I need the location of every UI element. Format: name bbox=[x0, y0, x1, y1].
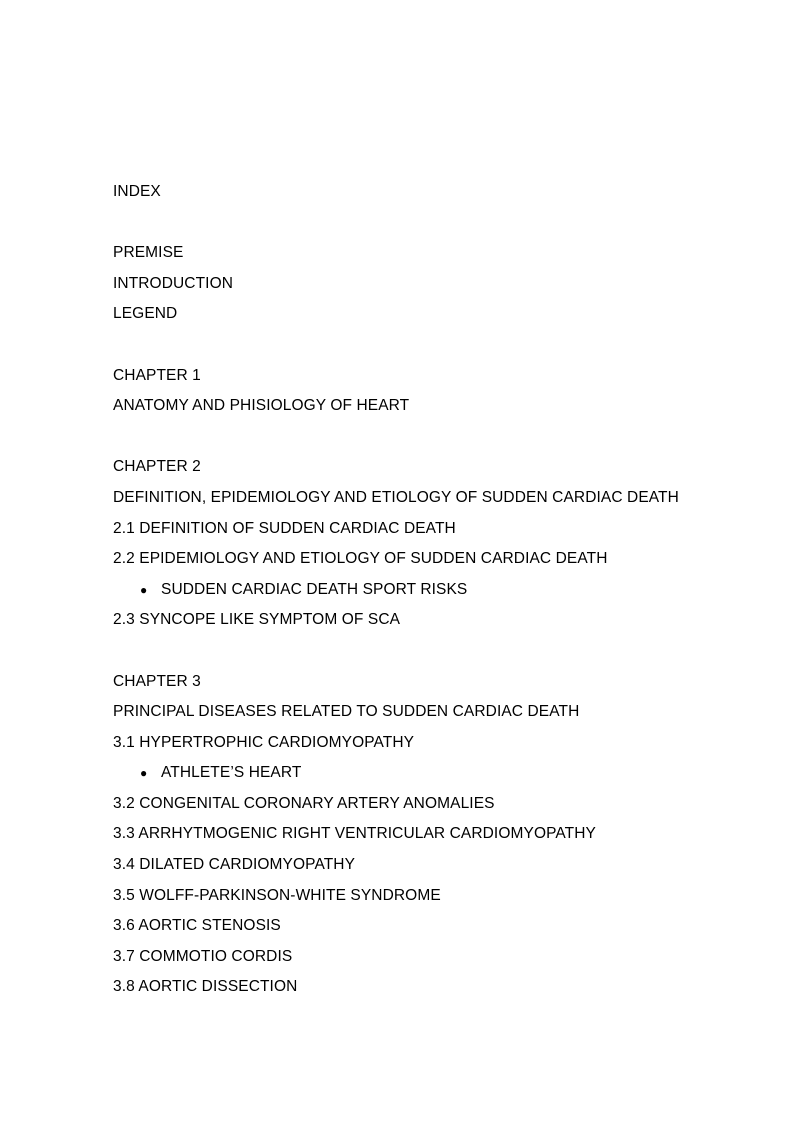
chapter-3-label: CHAPTER 3 bbox=[113, 672, 201, 690]
section-3-3: 3.3 ARRHYTMOGENIC RIGHT VENTRICULAR CARDIOMYOPATHY bbox=[113, 825, 596, 843]
section-3-7: 3.7 COMMOTIO CORDIS bbox=[113, 947, 293, 965]
bullet-icon: ● bbox=[140, 582, 148, 597]
bullet-icon: ● bbox=[140, 766, 148, 781]
section-2-2-bullet-item bbox=[113, 575, 753, 606]
table-of-contents bbox=[113, 177, 753, 1003]
section-3-2: 3.2 CONGENITAL CORONARY ARTERY ANOMALIES bbox=[113, 794, 495, 812]
spacer bbox=[113, 636, 753, 667]
chapter-2-title: DEFINITION, EPIDEMIOLOGY AND ETIOLOGY OF SUDDEN CARDIAC DEATH bbox=[113, 488, 679, 506]
chapter-2-label: CHAPTER 2 bbox=[113, 458, 201, 476]
chapter-1-title: ANATOMY AND PHISIOLOGY OF HEART bbox=[113, 397, 410, 415]
bullet-item-text: SUDDEN CARDIAC DEATH SPORT RISKS bbox=[161, 580, 468, 598]
section-2-1: 2.1 DEFINITION OF SUDDEN CARDIAC DEATH bbox=[113, 519, 456, 537]
toc-entry-premise: PREMISE bbox=[113, 244, 184, 262]
bullet-item-text: ATHLETE’S HEART bbox=[161, 764, 302, 782]
spacer bbox=[113, 422, 753, 453]
toc-entry-introduction: INTRODUCTION bbox=[113, 274, 234, 292]
chapter-1-label: CHAPTER 1 bbox=[113, 366, 201, 384]
spacer bbox=[113, 330, 753, 361]
section-2-2: 2.2 EPIDEMIOLOGY AND ETIOLOGY OF SUDDEN CARDIAC DEATH bbox=[113, 550, 608, 568]
section-3-8: 3.8 AORTIC DISSECTION bbox=[113, 978, 298, 996]
section-3-1-bullet-item bbox=[113, 758, 753, 789]
toc-entry-legend: LEGEND bbox=[113, 305, 178, 323]
chapter-3-title: PRINCIPAL DISEASES RELATED TO SUDDEN CARDIAC DEATH bbox=[113, 703, 580, 721]
section-3-1: 3.1 HYPERTROPHIC CARDIOMYOPATHY bbox=[113, 733, 415, 751]
section-3-6: 3.6 AORTIC STENOSIS bbox=[113, 917, 281, 935]
section-2-3: 2.3 SYNCOPE LIKE SYMPTOM OF SCA bbox=[113, 611, 401, 629]
section-3-5: 3.5 WOLFF-PARKINSON-WHITE SYNDROME bbox=[113, 886, 441, 904]
index-title: INDEX bbox=[113, 183, 161, 200]
section-3-4: 3.4 DILATED CARDIOMYOPATHY bbox=[113, 856, 356, 874]
spacer bbox=[113, 208, 753, 239]
